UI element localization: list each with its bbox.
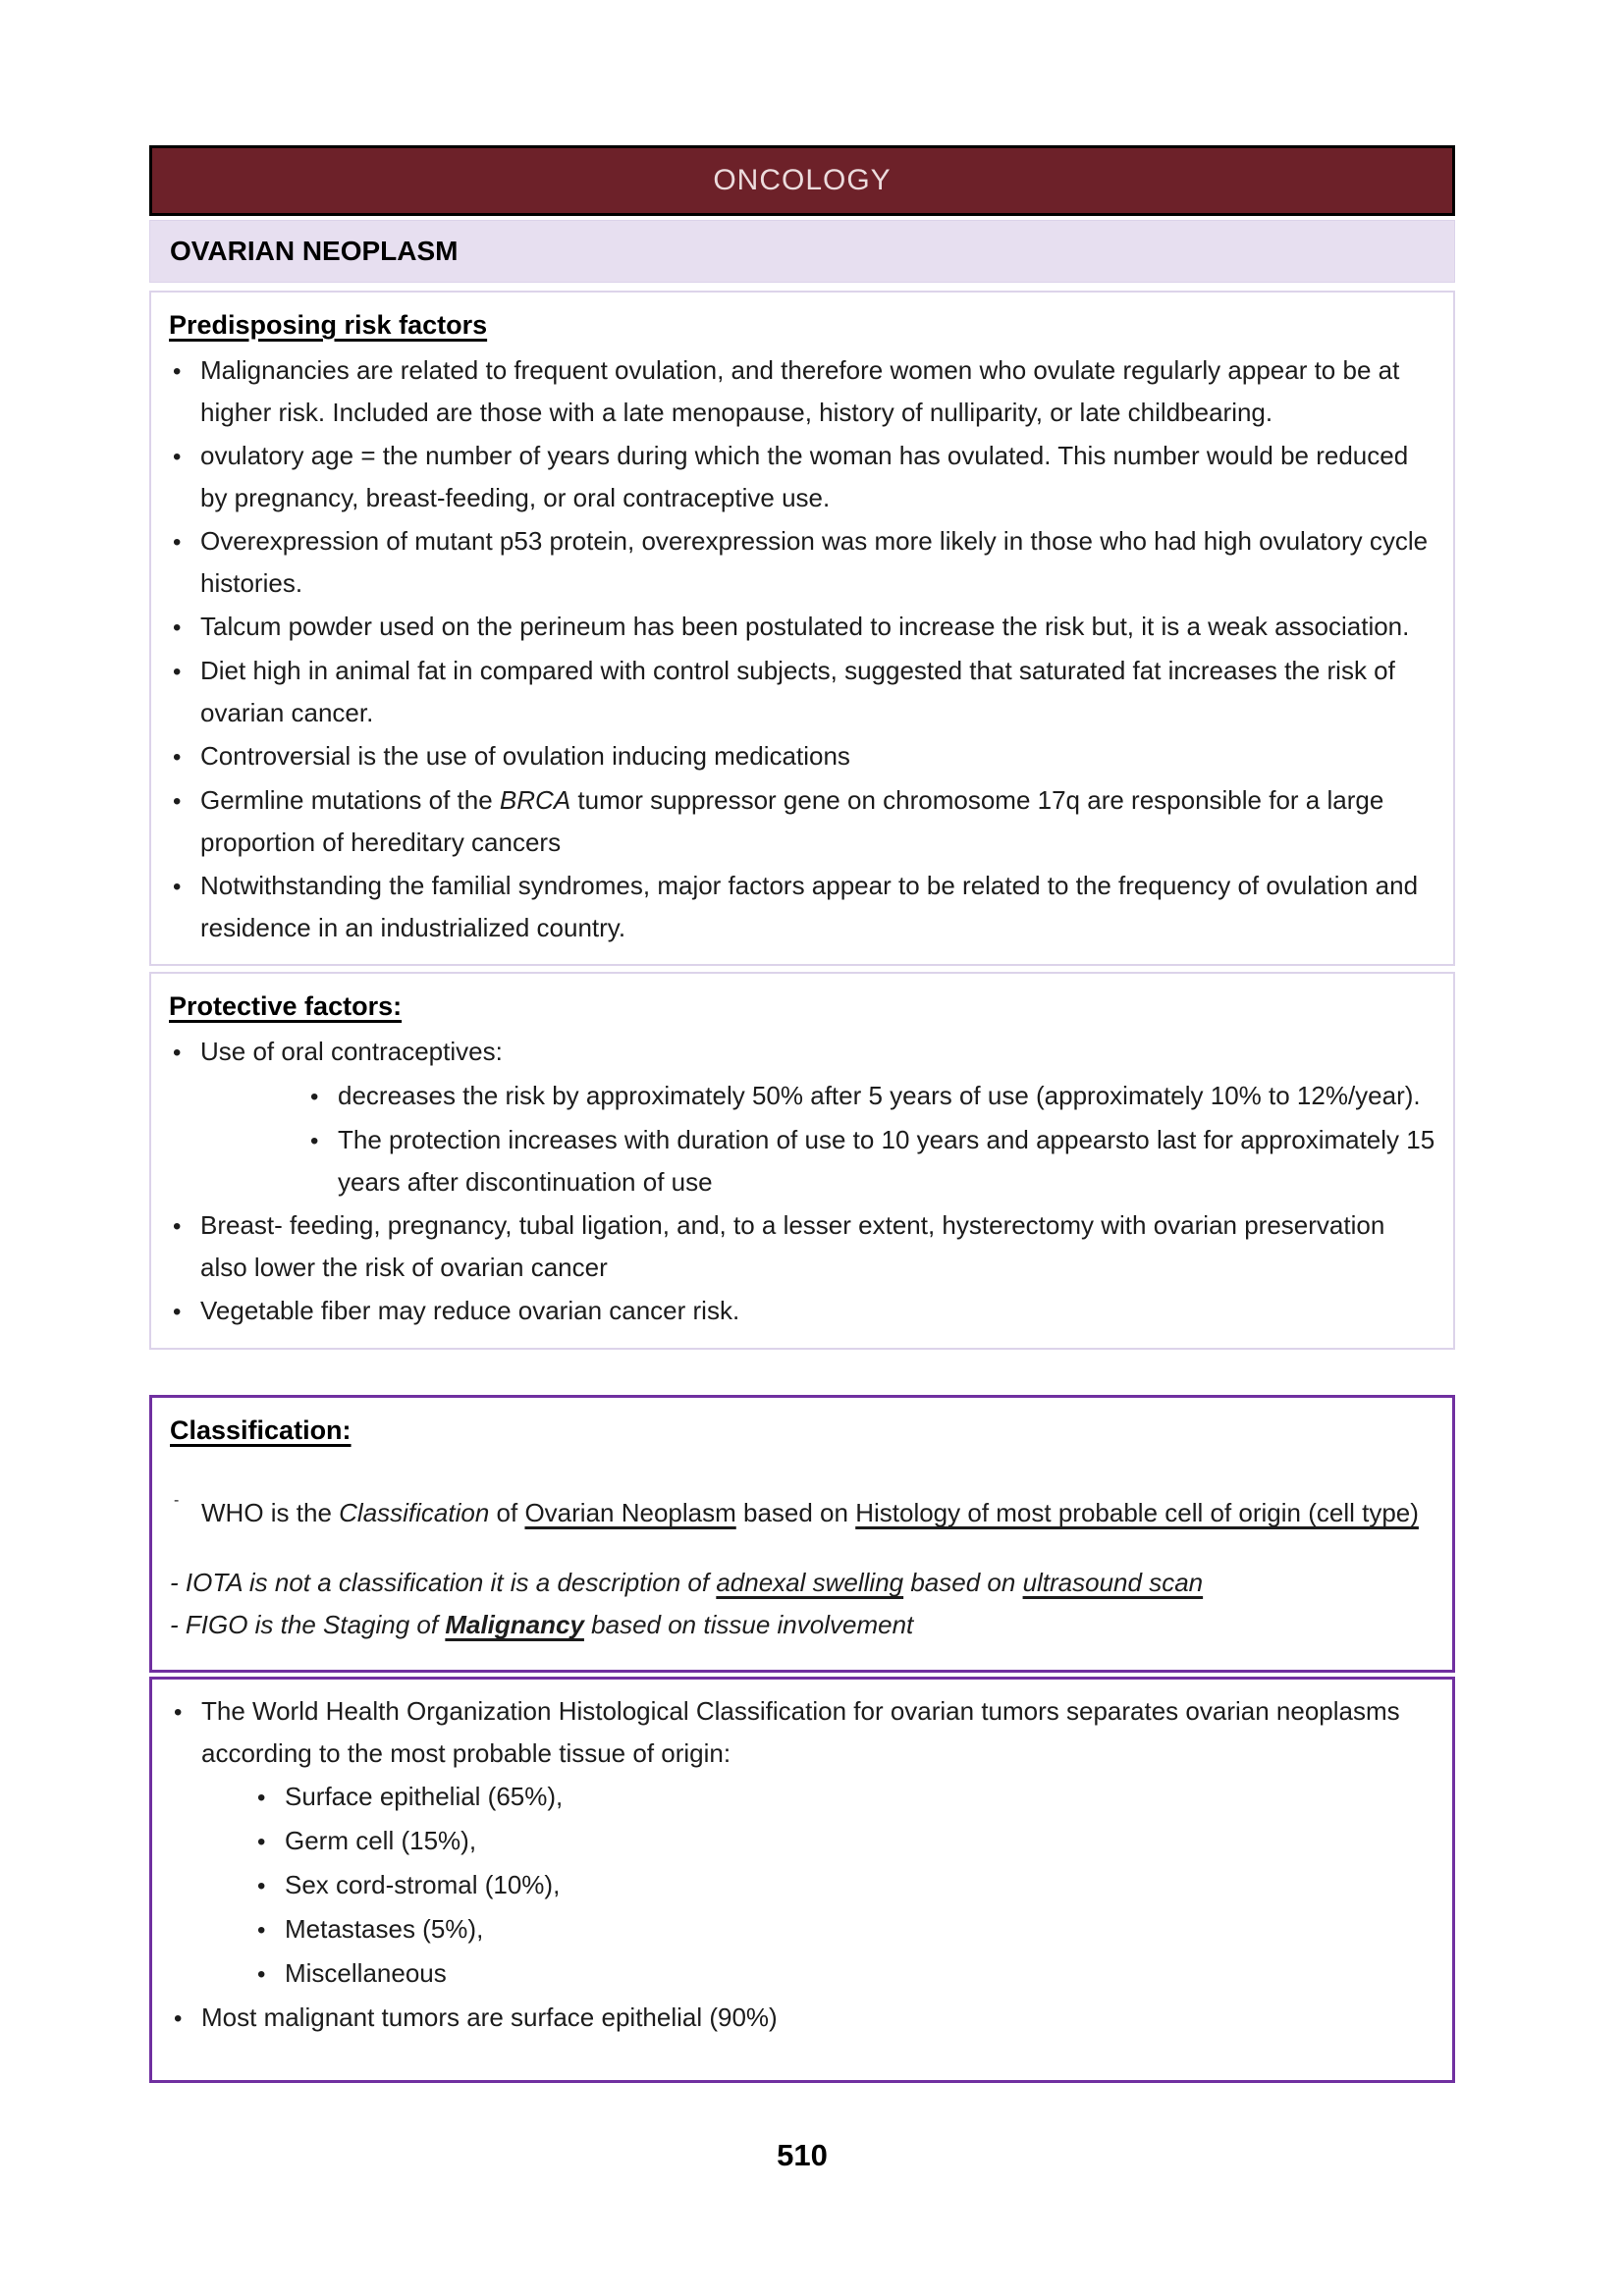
list-item-text: Diet high in animal fat in compared with control subjects, suggested that saturated fat increases the risk of ovarian cancer. xyxy=(200,656,1395,727)
text-segment: - IOTA is not a classification it is a description of xyxy=(170,1568,717,1597)
bullet-icon xyxy=(169,779,200,864)
bullet-icon xyxy=(169,606,200,649)
text-segment: of xyxy=(489,1498,525,1527)
sub-list-item xyxy=(253,1908,1435,1951)
sub-list-item xyxy=(306,1075,1435,1118)
list-item-text: ovulatory age = the number of years during which the woman has ovulated. This number would be reduced by pregnancy, breast-feeding, or oral contraceptive use. xyxy=(200,441,1409,512)
list-item-text: decreases the risk by approximately 50% after 5 years of use (approximately 10% to 12%/year). xyxy=(338,1081,1421,1110)
text-segment: tumor suppressor gene on chromosome 17q are responsible for a large proportion of hereditary cancers xyxy=(200,785,1384,857)
who-classification-line xyxy=(170,1492,1435,1534)
list-item-text: Notwithstanding the familial syndromes, major factors appear to be related to the frequency of ovulation and residence in an industrialized country. xyxy=(200,871,1419,942)
list-item-text: Breast- feeding, pregnancy, tubal ligation, and, to a lesser extent, hysterectomy with ovarian preservation also lower the risk of ovarian cancer xyxy=(200,1210,1385,1282)
ultrasound-scan-underlined: ultrasound scan xyxy=(1022,1568,1204,1597)
header-title: ONCOLOGY xyxy=(713,164,892,196)
risk-factors-heading: Predisposing risk factors xyxy=(169,310,488,340)
text-segment: Germline mutations of the xyxy=(200,785,500,815)
list-item xyxy=(169,435,1435,519)
page-number: 510 xyxy=(777,2138,828,2172)
list-item xyxy=(169,1204,1435,1289)
text-segment: based on tissue involvement xyxy=(583,1610,914,1639)
list-item xyxy=(169,349,1435,434)
adnexal-swelling-underlined: adnexal swelling xyxy=(716,1568,904,1597)
bullet-icon xyxy=(169,435,200,519)
list-item-text: Miscellaneous xyxy=(285,1958,447,1988)
list-item-text: Most malignant tumors are surface epithelial (90%) xyxy=(201,2002,778,2032)
list-item xyxy=(169,1031,1435,1074)
list-item-text: Talcum powder used on the perineum has been postulated to increase the risk but, it is a weak association. xyxy=(200,612,1410,641)
list-item xyxy=(169,606,1435,649)
list-item-text: Use of oral contraceptives: xyxy=(200,1037,503,1066)
oncology-header-banner xyxy=(149,145,1455,216)
list-item-brca xyxy=(169,779,1435,864)
bullet-icon xyxy=(306,1119,338,1203)
list-item-text: The protection increases with duration of use to 10 years and appearsto last for approximately 15 years after discontinuation of use xyxy=(338,1125,1435,1197)
bullet-icon xyxy=(169,1204,200,1289)
section-title: OVARIAN NEOPLASM xyxy=(170,236,459,266)
list-item xyxy=(169,865,1435,949)
list-item xyxy=(169,735,1435,778)
bullet-icon xyxy=(169,650,200,734)
list-item-text: Surface epithelial (65%), xyxy=(285,1782,564,1811)
bullet-icon xyxy=(253,1776,285,1819)
list-item xyxy=(169,520,1435,605)
malignancy-bold-underlined: Malignancy xyxy=(445,1610,584,1639)
text-segment: WHO is the xyxy=(201,1498,340,1527)
ovarian-neoplasm-underlined: Ovarian Neoplasm xyxy=(524,1498,736,1527)
list-item-text xyxy=(200,779,1435,864)
bullet-icon xyxy=(253,1952,285,1996)
sub-list-item xyxy=(253,1952,1435,1996)
classification-heading: Classification: xyxy=(170,1415,352,1445)
sub-list-item xyxy=(253,1820,1435,1863)
classification-italic: Classification xyxy=(339,1498,490,1527)
who-line-text xyxy=(201,1492,1435,1534)
bullet-icon xyxy=(169,520,200,605)
text-segment: based on xyxy=(735,1498,856,1527)
sub-list-item xyxy=(253,1776,1435,1819)
bullet-icon xyxy=(253,1908,285,1951)
list-item-text: Malignancies are related to frequent ovulation, and therefore women who ovulate regularly appear to be at higher risk. Included are those with a late menopause, history of nulliparity, or late childbearing. xyxy=(200,355,1400,427)
protective-factors-box xyxy=(149,972,1455,1350)
list-item-text: Controversial is the use of ovulation inducing medications xyxy=(200,741,850,771)
figo-line xyxy=(170,1604,1435,1646)
dash-marker xyxy=(170,1492,201,1534)
bullet-icon xyxy=(169,1031,200,1074)
bullet-icon xyxy=(169,349,200,434)
bullet-icon xyxy=(170,1690,201,1775)
page-content xyxy=(149,145,1455,2173)
histology-underlined: Histology of most probable cell of origin (cell type) xyxy=(855,1498,1419,1527)
iota-figo-lines xyxy=(170,1562,1435,1646)
list-item-text: Overexpression of mutant p53 protein, overexpression was more likely in those who had high ovulatory cycle histories. xyxy=(200,526,1429,598)
list-item xyxy=(170,1690,1435,1775)
list-item-text: The World Health Organization Histological Classification for ovarian tumors separates ovarian neoplasms according to the most probable tissue of origin: xyxy=(201,1696,1400,1768)
classification-box xyxy=(149,1395,1455,1673)
bullet-icon xyxy=(306,1075,338,1118)
list-item-text: Germ cell (15%), xyxy=(285,1826,477,1855)
bullet-icon xyxy=(169,735,200,778)
list-item-text: Vegetable fiber may reduce ovarian cancer risk. xyxy=(200,1296,740,1325)
predisposing-risk-factors-box xyxy=(149,291,1455,966)
text-segment: based on xyxy=(903,1568,1023,1597)
list-item-text: Sex cord-stromal (10%), xyxy=(285,1870,561,1899)
bullet-icon xyxy=(253,1864,285,1907)
bullet-icon xyxy=(169,865,200,949)
protective-factors-heading: Protective factors: xyxy=(169,991,403,1021)
sub-list-item xyxy=(306,1119,1435,1203)
list-item xyxy=(170,1997,1435,2040)
bullet-icon xyxy=(170,1997,201,2040)
list-item xyxy=(169,1290,1435,1333)
bullet-icon xyxy=(169,1290,200,1333)
list-item xyxy=(169,650,1435,734)
text-segment: - FIGO is the Staging of xyxy=(170,1610,446,1639)
bullet-icon xyxy=(253,1820,285,1863)
brca-italic: BRCA xyxy=(499,785,571,815)
who-histology-box xyxy=(149,1677,1455,2083)
list-item-text: Metastases (5%), xyxy=(285,1914,484,1944)
iota-line xyxy=(170,1562,1435,1604)
sub-list-item xyxy=(253,1864,1435,1907)
section-title-bar xyxy=(149,220,1455,283)
